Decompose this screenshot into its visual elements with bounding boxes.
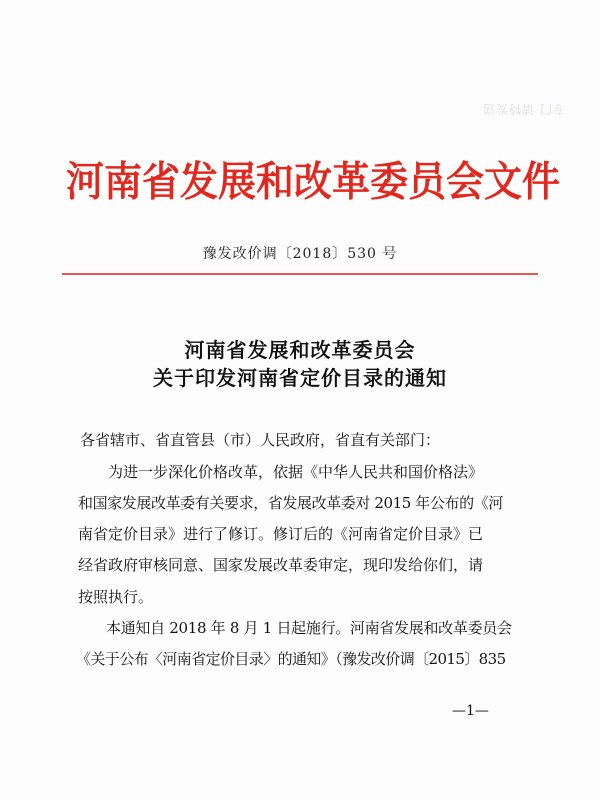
salutation: 各省辖市、省直管县（市）人民政府，省直有关部门： (80, 431, 441, 449)
paragraph-1-line-5: 按照执行。 (78, 588, 154, 606)
page-number: —1— (452, 703, 489, 719)
paragraph-2-line-1: 本通知自 2018 年 8 月 1 日起施行。河南省发展和改革委员会 (106, 619, 512, 637)
paragraph-2-line-2: 《关于公布〈河南省定价目录〉的通知》（豫发改价调〔2015〕835 (76, 650, 506, 668)
issuer-header-title: 河南省发展和改革委员会文件 (66, 156, 561, 206)
paragraph-1-line-1: 为进一步深化价格改革，依据《中华人民共和国价格法》 (108, 463, 484, 481)
paragraph-1-line-4: 经省政府审核同意、国家发展改革委审定，现印发给你们，请 (78, 556, 484, 574)
notice-title-line-2: 关于印发河南省定价目录的通知 (153, 366, 447, 390)
paragraph-1-line-3: 南省定价目录》进行了修订。修订后的《河南省定价目录》已 (78, 525, 484, 543)
notice-title-line-1: 河南省发展和改革委员会 (184, 338, 416, 362)
document-number: 豫发改价调〔2018〕530 号 (202, 246, 398, 262)
paragraph-1-line-2: 和国家发展改革委有关要求，省发展改革委对 2015 年公布的《河 (78, 494, 503, 512)
faint-stamp: 专门 请特发送 (482, 102, 565, 116)
red-divider-line (62, 273, 538, 275)
